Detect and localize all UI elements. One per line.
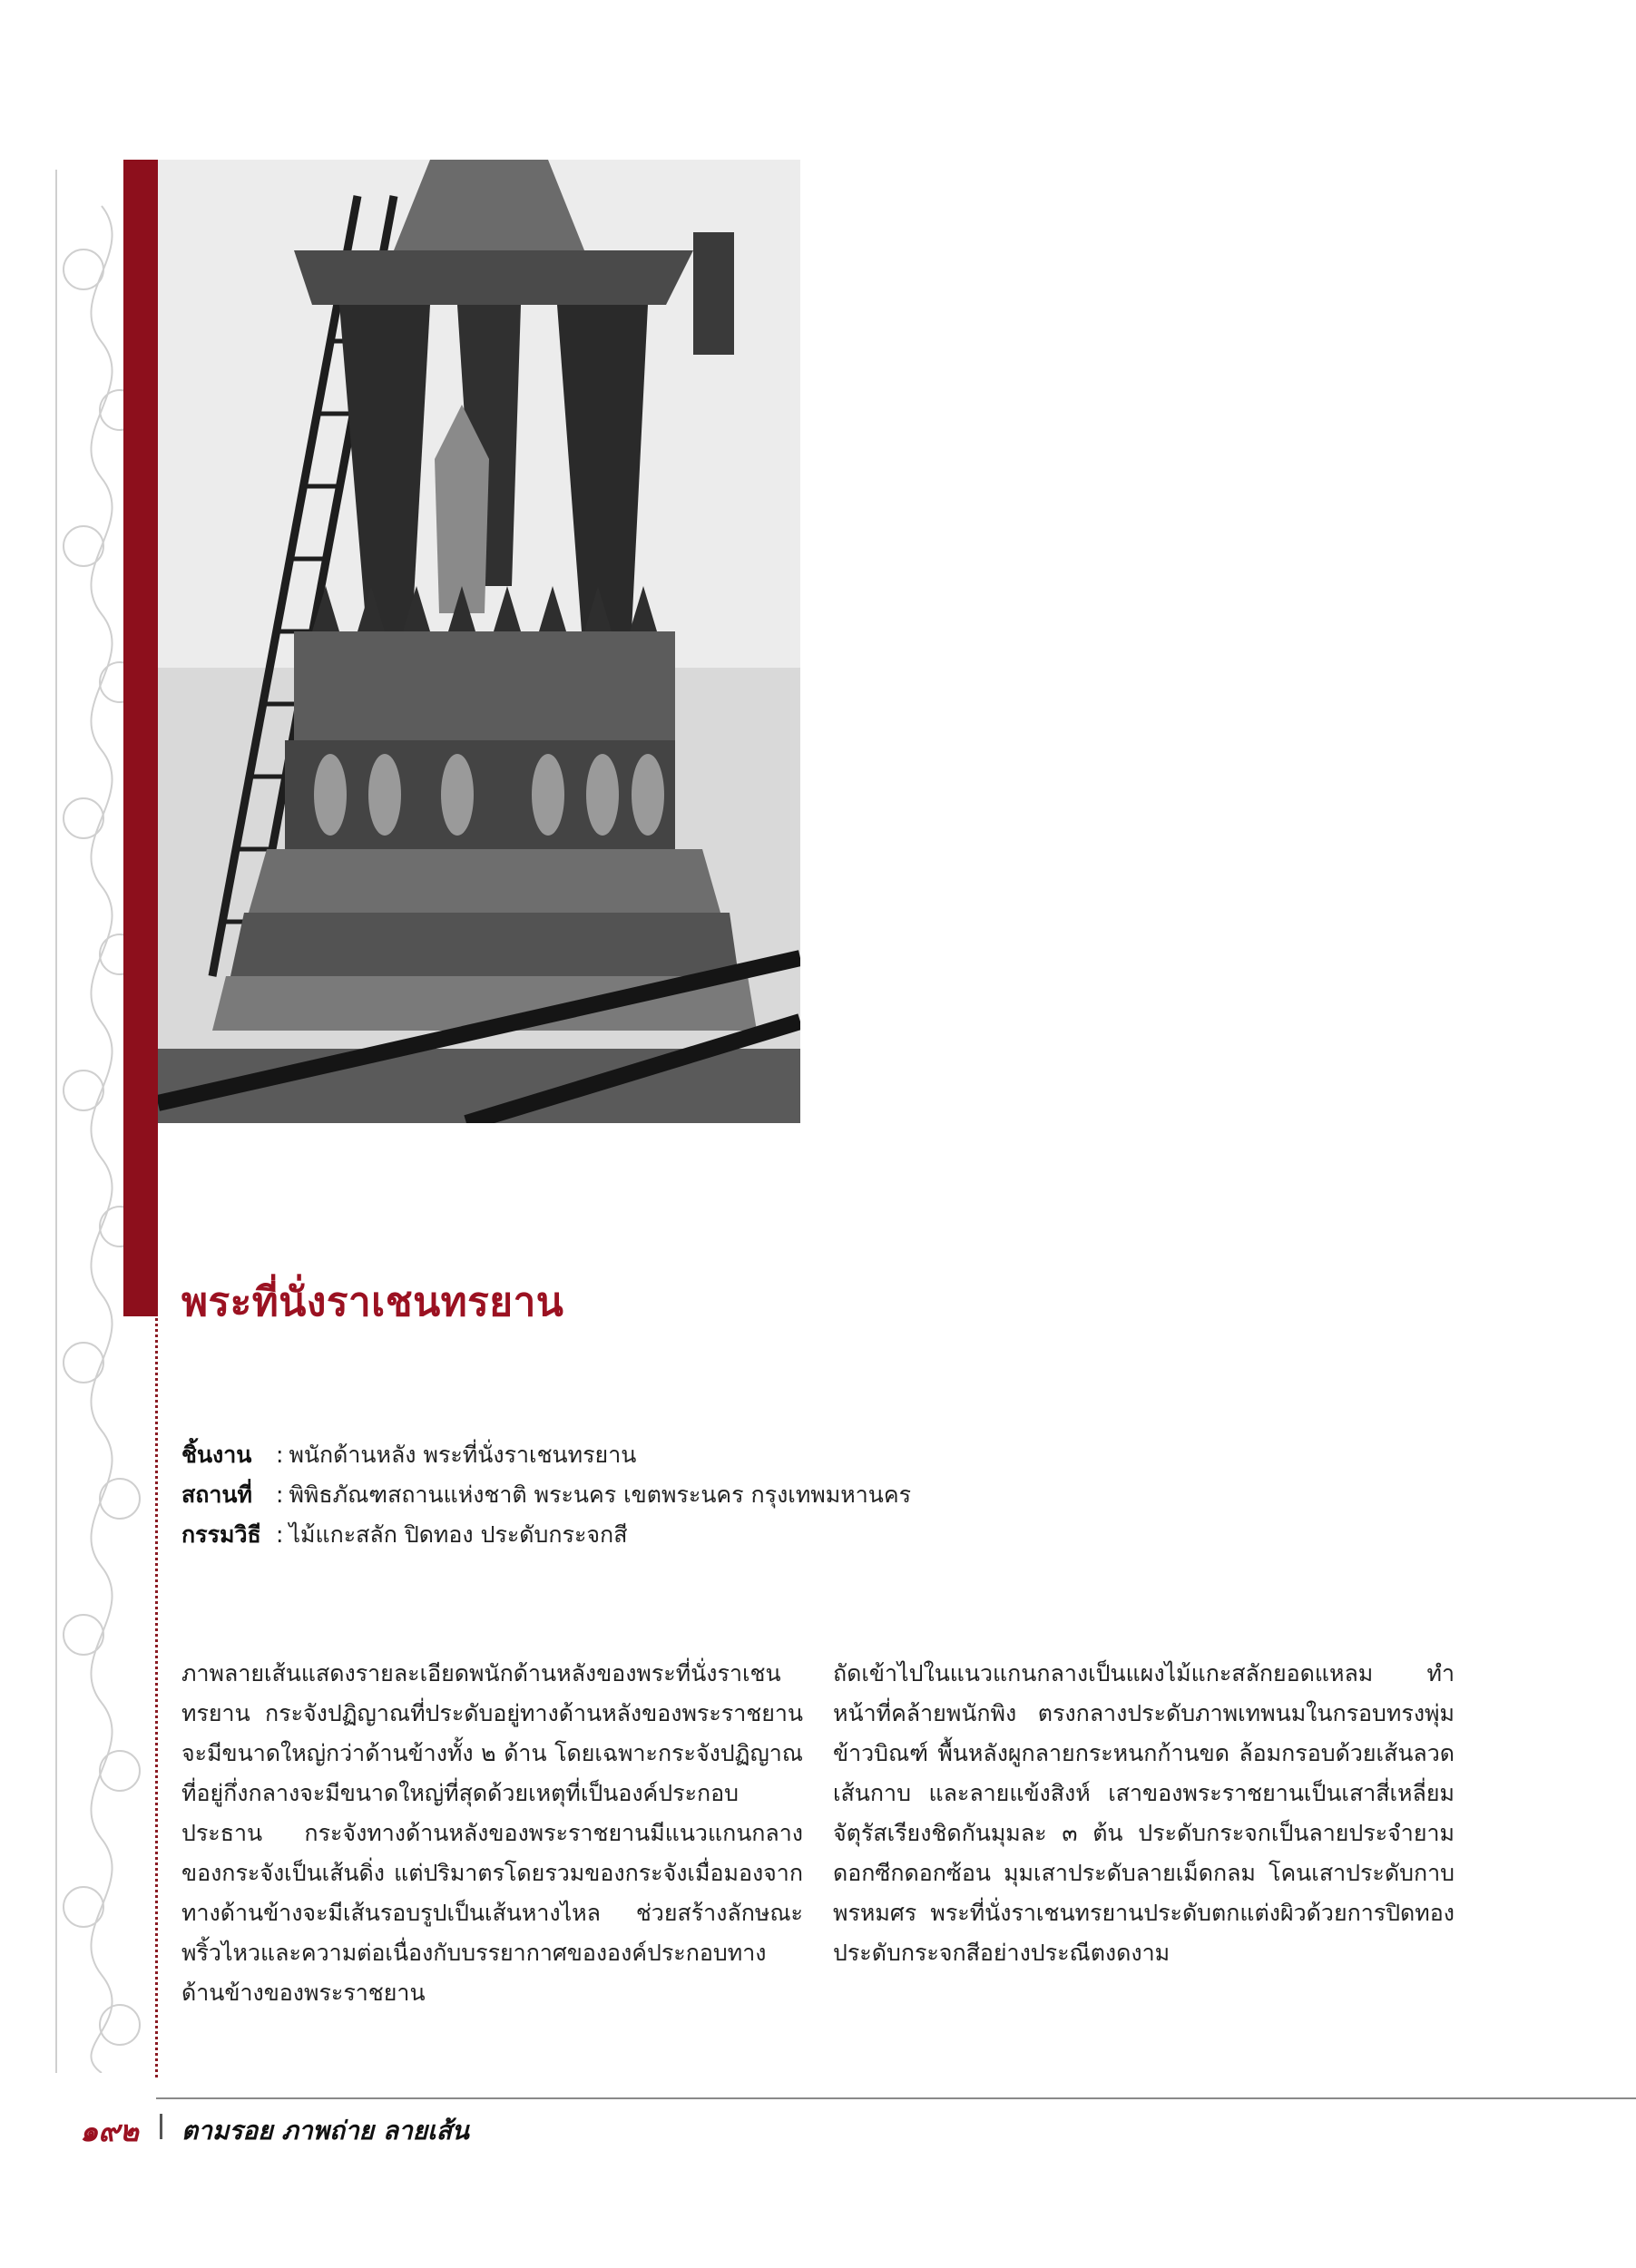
- page-number: ๑๙๒: [80, 2114, 139, 2148]
- info-label-location: สถานที่: [181, 1481, 253, 1508]
- footer-divider: [156, 2097, 1636, 2099]
- body-text-left: ภาพลายเส้นแสดงรายละเอียดพนักด้านหลังของพระที่นั่งราเชนทรยาน กระจังปฏิญาณที่ประดับอยู่ทางด้านหลังของพระราชยานจะมีขนาดใหญ่กว่าด้านข้างทั้ง ๒ ด้าน โดยเฉพาะกระจังปฏิญาณที่อยู่กึ่งกลางจะมีขนาดใหญ่ที่สุดด้วยเหตุที่เป็นองค์ประกอบประธาน กระจังทางด้านหลังของพระราชยานมีแนวแกนกลางของกระจังเป็นเส้นดิ่ง แต่ปริมาตรโดยรวมของกระจังเมื่อมองจากทางด้านข้างจะมีเส้นรอบรูปเป็นเส้นหางไหล ช่วยสร้างลักษณะพริ้วไหวและความต่อเนื่องกับบรรยากาศขององค์ประกอบทางด้านข้างของพระราชยาน: [181, 1660, 803, 2006]
- info-row-technique: [181, 1515, 911, 1555]
- info-label-technique: กรรมวิธี: [181, 1521, 261, 1548]
- info-separator: :: [276, 1442, 284, 1468]
- artwork-info: [181, 1435, 911, 1555]
- info-separator: :: [276, 1481, 284, 1508]
- page-title: พระที่นั่งราเชนทรยาน: [181, 1279, 564, 1325]
- info-value-work: พนักด้านหลัง พระที่นั่งราเชนทรยาน: [289, 1442, 637, 1468]
- body-text-right: ถัดเข้าไปในแนวแกนกลางเป็นแผงไม้แกะสลักยอดแหลม ทำหน้าที่คล้ายพนักพิง ตรงกลางประดับภาพเทพนมในกรอบทรงพุ่มข้าวบิณฑ์ พื้นหลังผูกลายกระหนกก้านขด ล้อมกรอบด้วยเส้นลวดเส้นกาบ และลายแข้งสิงห์ เสาของพระราชยานเป็นเสาสี่เหลี่ยมจัตุรัสเรียงชิดกันมุมละ ๓ ต้น ประดับกระจกเป็นลายประจำยามดอกซีกดอกซ้อน มุมเสาประดับลายเม็ดกลม โคนเสาประดับกาบพรหมศร พระที่นั่งราเชนทรยานประดับตกแต่งผิวด้วยการปิดทอง ประดับกระจกสีอย่างประณีตงดงาม: [833, 1660, 1455, 1966]
- info-label-work: ชิ้นงาน: [181, 1442, 252, 1468]
- info-row-location: [181, 1475, 911, 1515]
- info-value-technique: ไม้แกะสลัก ปิดทอง ประดับกระจกสี: [289, 1521, 628, 1548]
- info-row-work: [181, 1435, 911, 1475]
- info-separator: :: [276, 1521, 284, 1548]
- palanquin-photo: [158, 160, 800, 1123]
- accent-bar: [123, 160, 158, 1316]
- footer-separator: [160, 2114, 162, 2139]
- running-footer-title: ตามรอย ภาพถ่าย ลายเส้น: [181, 2116, 469, 2146]
- info-value-location: พิพิธภัณฑสถานแห่งชาติ พระนคร เขตพระนคร กรุงเทพมหานคร: [289, 1481, 912, 1508]
